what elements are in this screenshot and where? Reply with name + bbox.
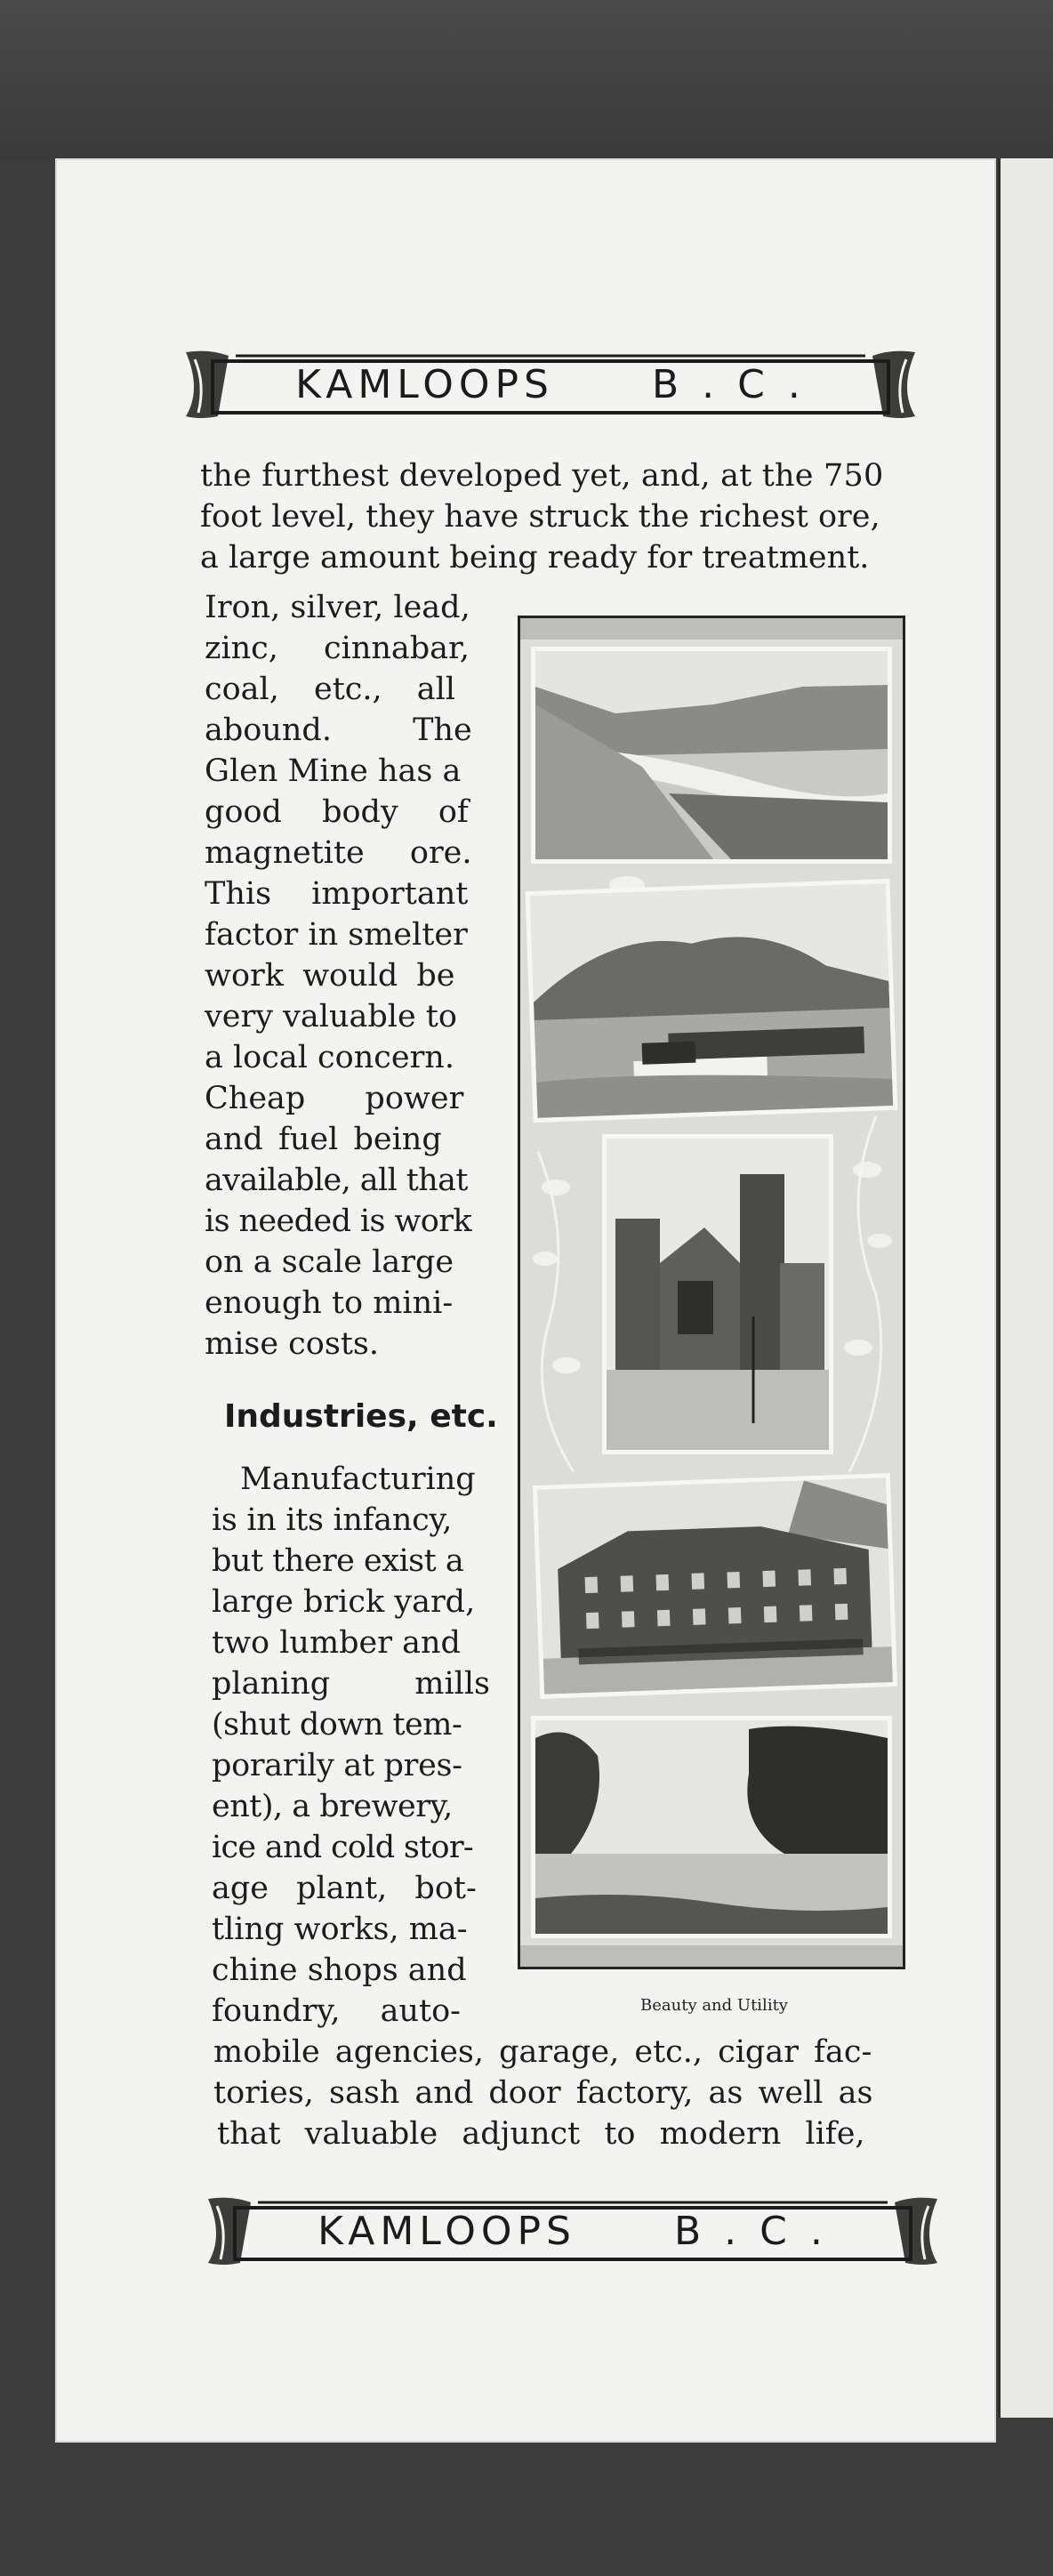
adjacent-page-edge: [998, 158, 1053, 2418]
paragraph-line: age plant, bot-: [212, 1871, 477, 1906]
paragraph-line: the furthest developed yet, and, at the 750: [200, 458, 884, 494]
photo-caption: Beauty and Utility: [640, 1996, 788, 2015]
banner-bottom-right: B . C .: [673, 2208, 828, 2254]
paragraph-line: good body of: [205, 794, 469, 830]
paragraph-line: very valuable to: [205, 999, 457, 1034]
paragraph-line: zinc, cinnabar,: [205, 631, 470, 666]
paragraph-line: large brick yard,: [212, 1584, 476, 1620]
photo-collage-panel: [518, 616, 905, 1969]
paragraph-line: magnetite ore.: [205, 835, 472, 871]
paragraph-line: ent), a brewery,: [212, 1789, 453, 1824]
paragraph-line: Manufacturing: [240, 1461, 476, 1497]
paragraph-line: is in its infancy,: [212, 1502, 453, 1538]
paragraph-line: and fuel being: [205, 1122, 442, 1157]
paragraph-line: a local concern.: [205, 1040, 454, 1075]
paragraph-line: factor in smelter: [205, 917, 468, 953]
paragraph-line: chine shops and: [212, 1952, 467, 1988]
paragraph-line: two lumber and: [212, 1625, 461, 1661]
background-top: [0, 0, 1053, 160]
paragraph-line: planing mills: [212, 1666, 491, 1702]
paragraph-line: coal, etc., all: [205, 672, 455, 707]
paragraph-line: but there exist a: [212, 1543, 464, 1579]
paragraph-line: work would be: [205, 958, 455, 994]
banner-bottom: [205, 2192, 941, 2270]
paragraph-line: (shut down tem-: [212, 1707, 462, 1743]
paragraph-line: that valuable adjunct to modern life,: [217, 2116, 865, 2152]
paragraph-line: tling works, ma-: [212, 1912, 468, 1947]
banner-top-left: KAMLOOPS: [295, 361, 554, 407]
section-heading: Industries, etc.: [224, 1398, 498, 1435]
paragraph-line: mobile agencies, garage, etc., cigar fac-: [213, 2034, 872, 2070]
paragraph-line: mise costs.: [205, 1326, 379, 1362]
paragraph-line: available, all that: [205, 1163, 468, 1198]
paragraph-line: enough to mini-: [205, 1285, 454, 1321]
paragraph-line: foundry, auto-: [212, 1993, 461, 2029]
banner-bottom-left: KAMLOOPS: [318, 2208, 576, 2254]
paragraph-line: a large amount being ready for treatment.: [200, 540, 870, 576]
paragraph-line: porarily at pres-: [212, 1748, 462, 1783]
paragraph-line: ice and cold stor-: [212, 1830, 474, 1865]
banner-top-right: B . C .: [651, 361, 806, 407]
photo-church: [602, 1134, 833, 1454]
paragraph-line: tories, sash and door factory, as well as: [213, 2075, 873, 2111]
paragraph-line: on a scale large: [205, 1244, 454, 1280]
paragraph-line: Glen Mine has a: [205, 753, 462, 789]
paragraph-line: abound. The: [205, 712, 472, 748]
banner-bottom-title: [205, 2192, 941, 2270]
paragraph-line: foot level, they have struck the richest ore,: [200, 499, 880, 535]
photo-river-trees: [531, 1716, 892, 1938]
paragraph-line: Iron, silver, lead,: [205, 590, 470, 625]
paragraph-line: Cheap power: [205, 1081, 464, 1116]
photo-river-valley: [531, 647, 892, 864]
paragraph-line: This important: [205, 876, 469, 912]
paragraph-line: is needed is work: [205, 1203, 471, 1239]
photo-hotel-building: [533, 1473, 897, 1699]
photo-steamboat-landing: [526, 879, 898, 1123]
banner-top: [182, 345, 919, 423]
banner-top-title: [182, 345, 919, 423]
